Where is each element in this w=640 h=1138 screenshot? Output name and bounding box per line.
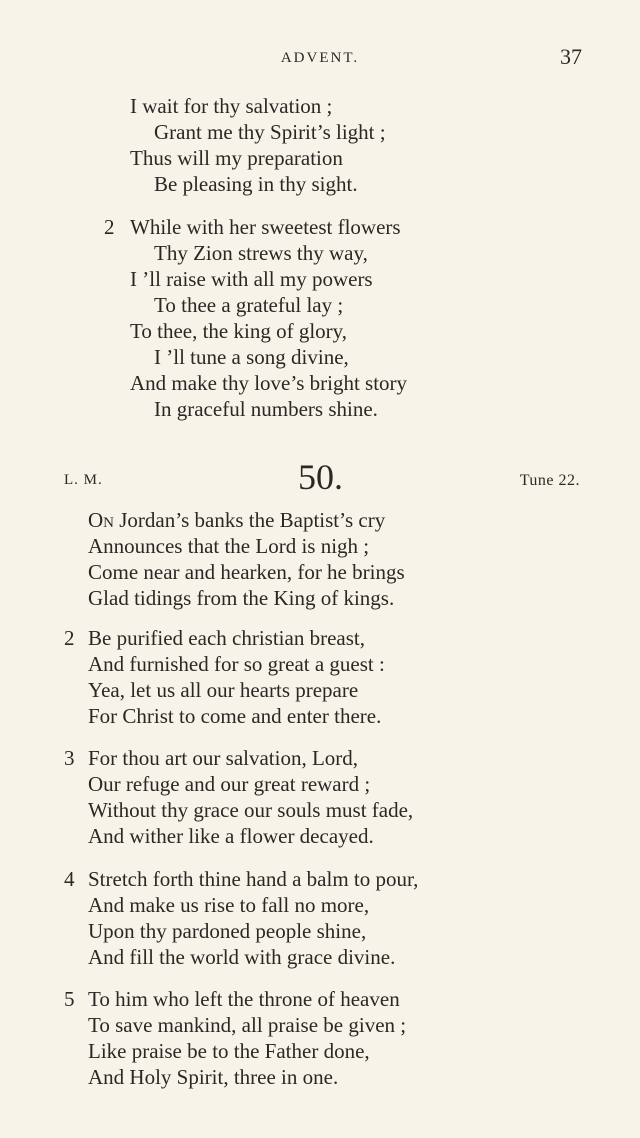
verse-line: I ’ll tune a song divine, [154, 345, 349, 369]
hymn-header [0, 456, 640, 506]
hymn-meter: L. M. [64, 472, 103, 488]
stanza-number: 2 [64, 626, 75, 650]
verse-line: I wait for thy salvation ; [130, 94, 333, 118]
verse-line: Without thy grace our souls must fade, [88, 798, 414, 822]
verse-line: Be pleasing in thy sight. [154, 172, 358, 196]
running-title: ADVENT. [280, 50, 360, 66]
verse-line: Announces that the Lord is nigh ; [88, 534, 370, 558]
verse-line: And Holy Spirit, three in one. [88, 1065, 339, 1089]
verse-line: And make us rise to fall no more, [88, 893, 370, 917]
tune-reference: Tune 22. [519, 472, 580, 489]
verse-line: I ’ll raise with all my powers [130, 267, 373, 291]
page-number: 37 [560, 44, 582, 69]
verse-line: Yea, let us all our hearts prepare [88, 678, 359, 702]
verse-line: And furnished for so great a guest : [88, 652, 385, 676]
stanza-number: 4 [64, 867, 75, 891]
verse-line: Our refuge and our great reward ; [88, 772, 371, 796]
verse-line: Glad tidings from the King of kings. [88, 586, 395, 610]
verse-line: Upon thy pardoned people shine, [88, 919, 367, 943]
hymn-number: 50. [298, 457, 343, 497]
verse-line: Stretch forth thine hand a balm to pour, [88, 867, 419, 891]
verse-line: For Christ to come and enter there. [88, 704, 382, 728]
stanza-number: 5 [64, 987, 75, 1011]
verse-line: Be purified each christian breast, [88, 626, 365, 650]
first-word: On [88, 508, 114, 532]
verse-line: For thou art our salvation, Lord, [88, 746, 359, 770]
verse-line: And make thy love’s bright story [130, 371, 408, 395]
verse-line: In graceful numbers shine. [154, 397, 378, 421]
verse-line: Thy Zion strews thy way, [154, 241, 368, 265]
stanza-number: 2 [104, 215, 115, 239]
verse-line: And fill the world with grace divine. [88, 945, 396, 969]
verse-line: To him who left the throne of heaven [88, 987, 400, 1011]
verse-line: Grant me thy Spirit’s light ; [154, 120, 386, 144]
verse-line: Like praise be to the Father done, [88, 1039, 370, 1063]
verse-line: Come near and hearken, for he brings [88, 560, 405, 584]
verse-line [88, 507, 385, 533]
verse-line: To thee, the king of glory, [130, 319, 348, 343]
verse-line: Thus will my preparation [130, 146, 343, 170]
verse-line: While with her sweetest flowers [130, 215, 401, 239]
verse-line: To thee a grateful lay ; [154, 293, 344, 317]
verse-line: To save mankind, all praise be given ; [88, 1013, 407, 1037]
first-line-rest: Jordan’s banks the Baptist’s cry [114, 508, 386, 532]
verse-line: And wither like a flower decayed. [88, 824, 374, 848]
stanza-number: 3 [64, 746, 75, 770]
